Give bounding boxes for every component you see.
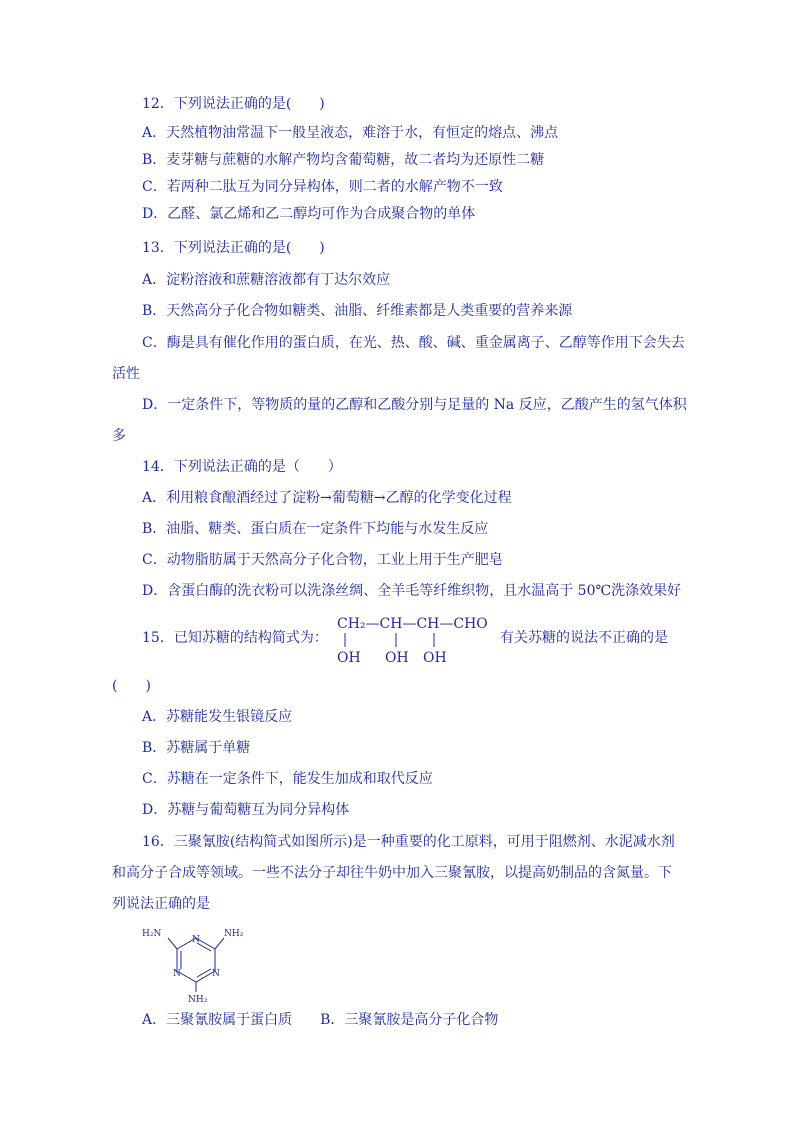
q12-option-c: C．若两种二肽互为同分异构体，则二者的水解产物不一致 bbox=[142, 179, 503, 195]
q13-option-c-cont: 活性 bbox=[112, 366, 140, 382]
bond-nh2-right bbox=[215, 938, 224, 949]
q16-stem-line1: 16．三聚氰胺(结构简式如图所示)是一种重要的化工原料，可用于阻燃剂、水泥减水剂 bbox=[142, 834, 675, 850]
q14-option-d: D．含蛋白酶的洗衣粉可以洗涤丝绸、全羊毛等纤维织物，且水温高于 50℃洗涤效果好 bbox=[142, 583, 682, 599]
q13-option-a: A．淀粉溶液和蔗糖溶液都有丁达尔效应 bbox=[142, 272, 391, 288]
ring-n-right: N bbox=[212, 969, 220, 979]
q12-option-d: D．乙醛、氯乙烯和乙二醇均可作为合成聚合物的单体 bbox=[142, 206, 476, 222]
q15-stem-end: 有关苏糖的说法不正确的是 bbox=[500, 630, 668, 646]
ring-n-top: N bbox=[192, 935, 200, 945]
q12-option-b: B．麦芽糖与蔗糖的水解产物均含葡萄糖，故二者均为还原性二糖 bbox=[142, 152, 545, 168]
structure-chain: CH₂—CH—CH—CHO bbox=[337, 616, 488, 632]
q13-option-b: B．天然高分子化合物如糖类、油脂、纤维素都是人类重要的营养来源 bbox=[142, 303, 573, 319]
q16-options-ab: A．三聚氰胺属于蛋白质 B．三聚氰胺是高分子化合物 bbox=[142, 1012, 499, 1028]
melamine-structure bbox=[140, 924, 252, 1006]
q12-stem: 12．下列说法正确的是( ) bbox=[142, 96, 325, 112]
q14-option-c: C．动物脂肪属于天然高分子化合物，工业上用于生产肥皂 bbox=[142, 552, 503, 568]
q14-stem: 14．下列说法正确的是（ ） bbox=[142, 459, 342, 475]
q15-option-d: D．苏糖与葡萄糖互为同分异构体 bbox=[142, 802, 350, 818]
q13-option-d: D．一定条件下，等物质的量的乙醇和乙酸分别与足量的 Na 反应，乙酸产生的氢气体积 bbox=[142, 397, 687, 413]
q15-option-a: A．苏糖能发生银镜反应 bbox=[142, 709, 293, 725]
q15-stem: 15．已知苏糖的结构简式为： bbox=[142, 630, 328, 646]
bond-nh2-left bbox=[168, 938, 177, 949]
q15-option-b: B．苏糖属于单糖 bbox=[142, 740, 251, 756]
oh-2: OH bbox=[385, 650, 409, 665]
q13-option-c: C．酶是具有催化作用的蛋白质，在光、热、酸、碱、重金属离子、乙醇等作用下会失去 bbox=[142, 335, 685, 351]
oh-1: OH bbox=[337, 650, 361, 665]
q14-option-b: B．油脂、糖类、蛋白质在一定条件下均能与水发生反应 bbox=[142, 521, 489, 537]
q13-option-d-cont: 多 bbox=[112, 428, 126, 444]
ring-n-left: N bbox=[173, 969, 181, 979]
q12-option-a: A．天然植物油常温下一般呈液态，难溶于水，有恒定的熔点、沸点 bbox=[142, 125, 559, 141]
q14-option-a: A．利用粮食酿酒经过了淀粉→葡萄糖→乙醇的化学变化过程 bbox=[142, 490, 512, 506]
ring-double-bond-3 bbox=[197, 969, 211, 977]
threose-structure bbox=[335, 613, 500, 665]
q15-paren: ( ) bbox=[112, 678, 151, 694]
amino-right: NH₂ bbox=[224, 929, 244, 939]
q13-stem: 13．下列说法正确的是( ) bbox=[142, 240, 325, 256]
q16-stem-line3: 列说法正确的是 bbox=[112, 896, 210, 912]
amino-left: H₂N bbox=[142, 929, 162, 939]
q15-option-c: C．苏糖在一定条件下，能发生加成和取代反应 bbox=[142, 771, 433, 787]
amino-bottom: NH₂ bbox=[188, 995, 208, 1005]
q16-stem-line2: 和高分子合成等领域。一些不法分子却往牛奶中加入三聚氰胺，以提高奶制品的含氮量。下 bbox=[112, 865, 672, 881]
oh-3: OH bbox=[423, 650, 447, 665]
